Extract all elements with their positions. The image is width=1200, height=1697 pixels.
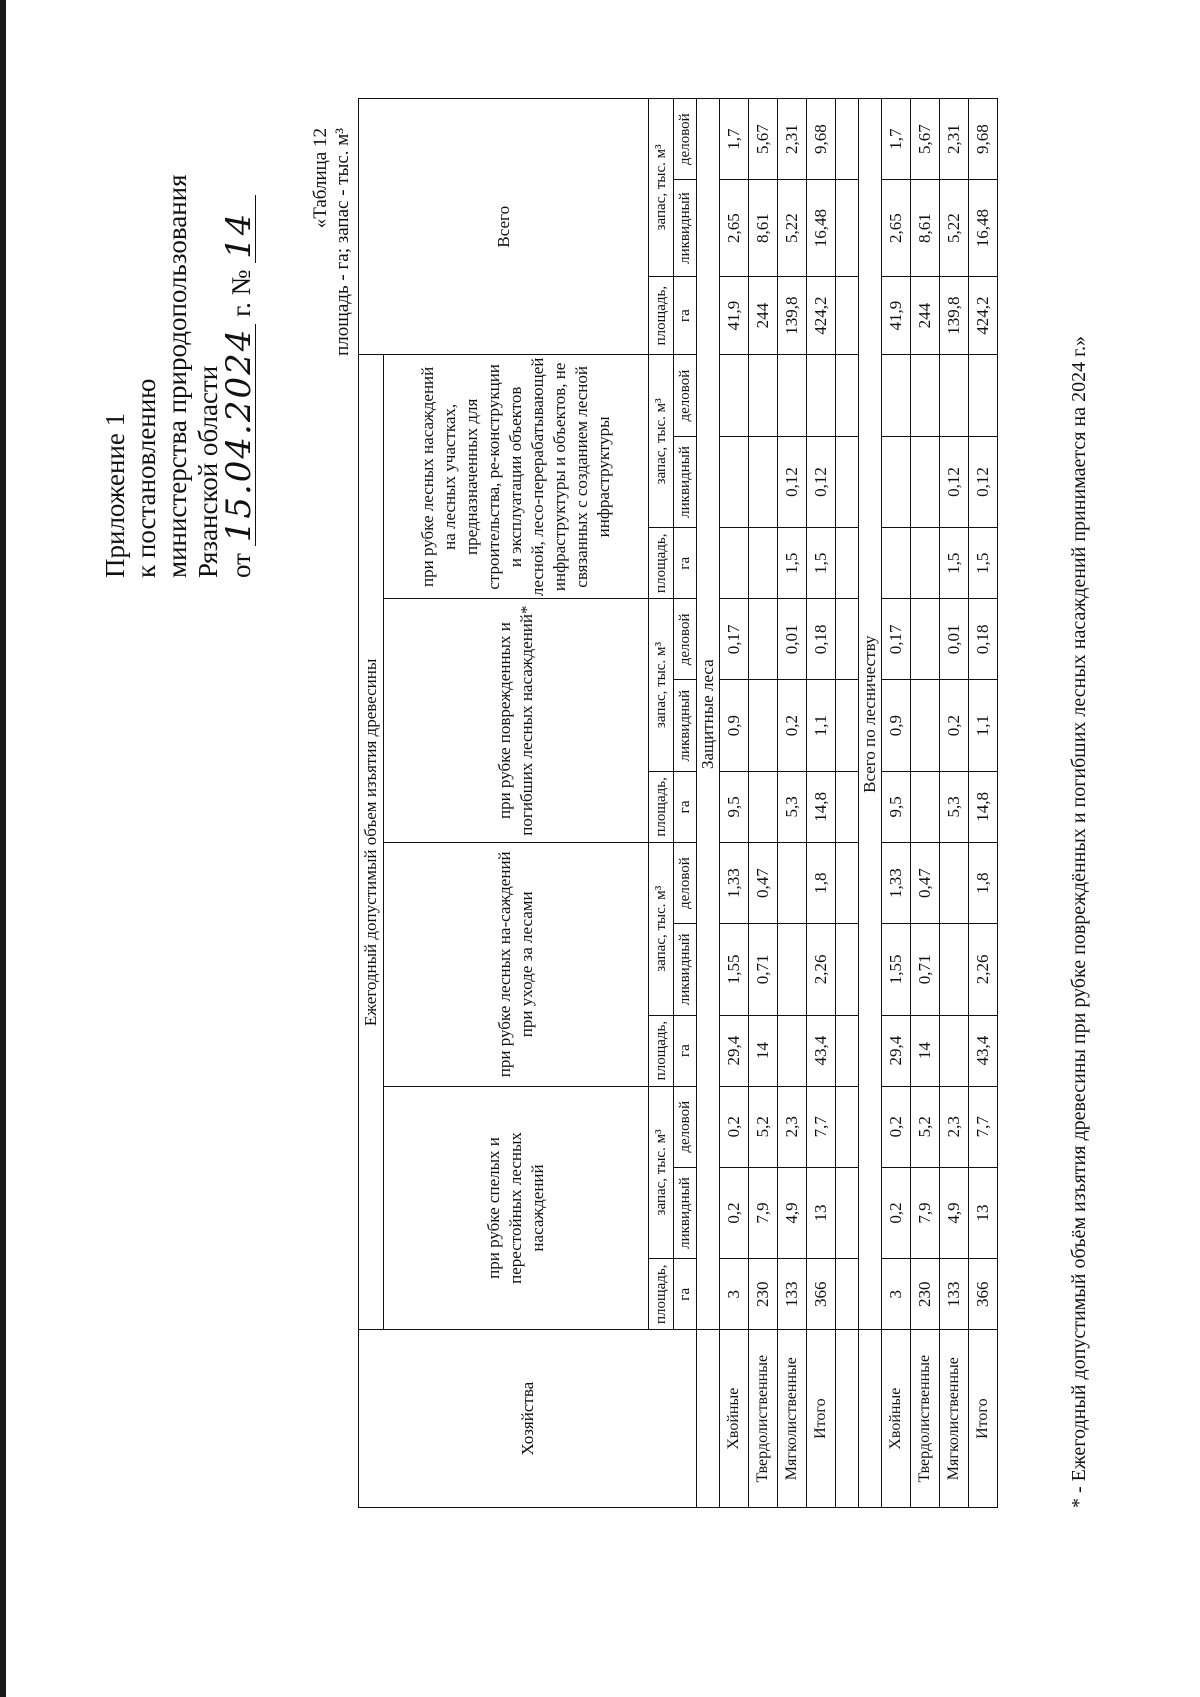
table-cell: 139,8: [940, 276, 969, 355]
table-cell: 41,9: [882, 276, 911, 355]
table-cell: [778, 355, 807, 436]
table-cell: 1,7: [882, 99, 911, 180]
spacer-cell: [836, 180, 859, 276]
table-cell: 0,2: [882, 1086, 911, 1167]
table-cell: 2,65: [882, 180, 911, 276]
table-cell: [749, 355, 778, 436]
table-cell: 2,26: [969, 924, 998, 1015]
table-cell: [720, 355, 749, 436]
table-cell: [778, 924, 807, 1015]
table-cell: 1,5: [969, 528, 998, 599]
table-cell: 5,2: [749, 1086, 778, 1167]
table-cell: 2,26: [807, 924, 836, 1015]
table-cell: 1,1: [807, 680, 836, 771]
table-cell: 133: [940, 1259, 969, 1330]
business-header-care: деловой: [674, 842, 697, 923]
table-cell: 1,33: [882, 842, 911, 923]
subheader-row-2: [674, 99, 697, 1508]
category-header-infrastructure: при рубке лесных насаждений на лесных участках, предназначенных для строительства, ре-конструкции и эксплуатации объектов лесной, лесо-перерабатывающей инфраструктуры и объектов, не связанных с созданием лесной инфраструктуры: [384, 355, 649, 599]
table-cell: [807, 355, 836, 436]
table-cell: [778, 842, 807, 923]
spacer-row: [836, 99, 859, 1508]
table-cell: [749, 436, 778, 527]
area-unit-header-care: га: [674, 1015, 697, 1086]
business-header-mature: деловой: [674, 1086, 697, 1167]
appendix-line-2: к постановлению: [131, 378, 161, 578]
handwritten-number: 14: [224, 195, 256, 263]
table-cell: 230: [911, 1259, 940, 1330]
table-cell: 14,8: [969, 771, 998, 842]
spacer-cell: [836, 1259, 859, 1330]
table-cell: 5,3: [778, 771, 807, 842]
table-cell: 1,5: [940, 528, 969, 599]
row-label: Хвойные: [882, 1330, 911, 1508]
spacer-cell: [836, 771, 859, 842]
table-cell: 0,71: [749, 924, 778, 1015]
table-cell: 9,68: [969, 99, 998, 180]
spacer-cell: [836, 1330, 859, 1508]
table-cell: 16,48: [807, 180, 836, 276]
table-row: [720, 99, 749, 1508]
business-header-infrastructure: деловой: [674, 355, 697, 436]
table-cell: 0,47: [911, 842, 940, 923]
table-cell: 139,8: [778, 276, 807, 355]
table-cell: 8,61: [749, 180, 778, 276]
table-cell: 424,2: [969, 276, 998, 355]
liquid-header-care: ликвидный: [674, 924, 697, 1015]
area-header-damaged: площадь,: [649, 771, 674, 842]
table-cell: 230: [749, 1259, 778, 1330]
business-header-damaged: деловой: [674, 599, 697, 680]
table-cell: [778, 1015, 807, 1086]
table-cell: 8,61: [911, 180, 940, 276]
table-cell: 1,55: [720, 924, 749, 1015]
table-cell: 0,12: [940, 436, 969, 527]
table-cell: 9,5: [882, 771, 911, 842]
table-cell: 7,7: [969, 1086, 998, 1167]
section-empty-cell: [697, 1330, 720, 1508]
table-cell: 14: [911, 1015, 940, 1086]
area-header-care: площадь,: [649, 1015, 674, 1086]
spacer-cell: [836, 355, 859, 436]
row-label: Итого: [807, 1330, 836, 1508]
table-cell: 0,17: [882, 599, 911, 680]
table-cell: 3: [720, 1259, 749, 1330]
table-cell: 5,67: [749, 99, 778, 180]
table-cell: 0,12: [807, 436, 836, 527]
table-cell: 5,22: [940, 180, 969, 276]
table-cell: [749, 771, 778, 842]
area-header-mature: площадь,: [649, 1259, 674, 1330]
table-cell: [969, 355, 998, 436]
table-cell: 0,17: [720, 599, 749, 680]
stock-header-infrastructure: запас, тыс. м³: [649, 355, 674, 528]
table-cell: 2,3: [940, 1086, 969, 1167]
table-cell: 1,55: [882, 924, 911, 1015]
table-cell: 0,18: [807, 599, 836, 680]
table-cell: 1,5: [807, 528, 836, 599]
spacer-cell: [836, 680, 859, 771]
subheader-row-1: [649, 99, 674, 1508]
table-cell: 2,31: [940, 99, 969, 180]
row-label: Мягколиственные: [778, 1330, 807, 1508]
table-cell: 1,7: [720, 99, 749, 180]
table-cell: 0,71: [911, 924, 940, 1015]
table-cell: 0,01: [778, 599, 807, 680]
category-header-mature: при рубке спелых и перестойных лесных насаждений: [384, 1086, 649, 1330]
table-cell: [882, 436, 911, 527]
table-cell: 14: [749, 1015, 778, 1086]
table-cell: 0,2: [882, 1167, 911, 1258]
spacer-cell: [836, 1015, 859, 1086]
table-cell: 366: [807, 1259, 836, 1330]
spacer-cell: [836, 842, 859, 923]
table-cell: [940, 924, 969, 1015]
table-row: [882, 99, 911, 1508]
table-cell: [911, 528, 940, 599]
table-cell: 41,9: [720, 276, 749, 355]
document-page: [100, 88, 1100, 1608]
table-cell: 0,18: [969, 599, 998, 680]
table-cell: [749, 528, 778, 599]
table-cell: 1,33: [720, 842, 749, 923]
table-cell: 366: [969, 1259, 998, 1330]
table-cell: 5,22: [778, 180, 807, 276]
row-label: Итого: [969, 1330, 998, 1508]
table-cell: [911, 680, 940, 771]
appendix-line-4: Рязанской области: [193, 365, 223, 578]
liquid-header-total: ликвидный: [674, 180, 697, 276]
table-cell: [720, 436, 749, 527]
harvest-volume-table: [358, 98, 998, 1508]
table-cell: [911, 771, 940, 842]
date-suffix: г. №: [226, 269, 256, 317]
area-header-infrastructure: площадь,: [649, 528, 674, 599]
table-cell: [911, 355, 940, 436]
table-cell: 0,47: [749, 842, 778, 923]
area-unit-header-infrastructure: га: [674, 528, 697, 599]
section-empty-cell: [859, 1330, 882, 1508]
liquid-header-infrastructure: ликвидный: [674, 436, 697, 527]
table-row: [940, 99, 969, 1508]
table-cell: 4,9: [940, 1167, 969, 1258]
liquid-header-mature: ликвидный: [674, 1167, 697, 1258]
table-cell: 5,67: [911, 99, 940, 180]
table-cell: 9,68: [807, 99, 836, 180]
table-cell: 5,2: [911, 1086, 940, 1167]
table-cell: [911, 599, 940, 680]
row-label: Мягколиственные: [940, 1330, 969, 1508]
table-cell: 244: [749, 276, 778, 355]
table-cell: 29,4: [882, 1015, 911, 1086]
table-cell: 0,2: [720, 1167, 749, 1258]
table-cell: [720, 528, 749, 599]
section-row: [697, 99, 720, 1508]
row-label: Твердолиственные: [749, 1330, 778, 1508]
stock-header-mature: запас, тыс. м³: [649, 1086, 674, 1259]
table-cell: 1,5: [778, 528, 807, 599]
date-prefix: от: [226, 553, 256, 578]
spacer-cell: [836, 1086, 859, 1167]
appendix-date-line: [219, 98, 259, 578]
table-row: [969, 99, 998, 1508]
appendix-line-3: министерства природопользования: [162, 174, 192, 578]
spacer-cell: [836, 1167, 859, 1258]
table-cell: [749, 680, 778, 771]
table-cell: 5,3: [940, 771, 969, 842]
table-units: площадь - га; запас - тыс. м³: [332, 128, 353, 356]
scan-edge: [0, 0, 6, 1697]
table-row: [749, 99, 778, 1508]
table-cell: [940, 1015, 969, 1086]
spacer-cell: [836, 924, 859, 1015]
area-unit-header-total: га: [674, 276, 697, 355]
category-header-care: при рубке лесных на-саждений при уходе за лесами: [384, 842, 649, 1086]
row-label: Хвойные: [720, 1330, 749, 1508]
table-cell: 43,4: [969, 1015, 998, 1086]
table-cell: 2,31: [778, 99, 807, 180]
table-cell: 29,4: [720, 1015, 749, 1086]
table-cell: 1,8: [969, 842, 998, 923]
table-cell: 0,12: [969, 436, 998, 527]
table-cell: [882, 355, 911, 436]
table-cell: [882, 528, 911, 599]
table-cell: 244: [911, 276, 940, 355]
table-row: [778, 99, 807, 1508]
spacer-cell: [836, 99, 859, 180]
table-caption: [310, 128, 354, 356]
farm-column-header: Хозяйства: [359, 1330, 697, 1508]
table-cell: [940, 842, 969, 923]
table-cell: 13: [807, 1167, 836, 1258]
table-cell: [940, 355, 969, 436]
table-number: «Таблица 12: [310, 128, 331, 229]
table-cell: 7,7: [807, 1086, 836, 1167]
table-cell: 2,65: [720, 180, 749, 276]
liquid-header-damaged: ликвидный: [674, 680, 697, 771]
stock-header-damaged: запас, тыс. м³: [649, 599, 674, 772]
table-cell: 43,4: [807, 1015, 836, 1086]
table-cell: 0,2: [720, 1086, 749, 1167]
table-cell: 4,9: [778, 1167, 807, 1258]
table-cell: 7,9: [749, 1167, 778, 1258]
section-title: Всего по лесничеству: [859, 99, 882, 1330]
table-cell: 1,1: [969, 680, 998, 771]
table-cell: 16,48: [969, 180, 998, 276]
table-cell: 0,2: [940, 680, 969, 771]
table-row: [911, 99, 940, 1508]
appendix-header: [100, 98, 257, 578]
business-header-total: деловой: [674, 99, 697, 180]
spacer-cell: [836, 276, 859, 355]
table-cell: [749, 599, 778, 680]
table-cell: 14,8: [807, 771, 836, 842]
area-header-total: площадь,: [649, 276, 674, 355]
table-cell: 133: [778, 1259, 807, 1330]
table-cell: 9,5: [720, 771, 749, 842]
table-cell: 7,9: [911, 1167, 940, 1258]
appendix-title: Приложение 1: [100, 412, 130, 578]
spacer-cell: [836, 599, 859, 680]
category-header-total: Всего: [359, 99, 649, 355]
group-header: Ежегодный допустимый объем изъятия древесины: [359, 355, 384, 1330]
row-label: Твердолиственные: [911, 1330, 940, 1508]
stock-header-care: запас, тыс. м³: [649, 842, 674, 1015]
table-cell: [911, 436, 940, 527]
table-cell: 0,9: [720, 680, 749, 771]
spacer-cell: [836, 528, 859, 599]
table-cell: 0,01: [940, 599, 969, 680]
table-cell: 1,8: [807, 842, 836, 923]
table-cell: 2,3: [778, 1086, 807, 1167]
footnote: * - Ежегодный допустимый объём изъятия древесины при рубке повреждённых и погибших лесных насаждений принимается на 2024 г.»: [1068, 335, 1090, 1508]
section-row: [859, 99, 882, 1508]
table-cell: 0,12: [778, 436, 807, 527]
section-title: Защитные леса: [697, 99, 720, 1330]
table-cell: 3: [882, 1259, 911, 1330]
category-header-damaged: при рубке поврежденных и погибших лесных насаждений*: [384, 599, 649, 843]
area-unit-header-mature: га: [674, 1259, 697, 1330]
stock-header-total: запас, тыс. м³: [649, 99, 674, 277]
table-body: [697, 99, 998, 1508]
table-cell: 13: [969, 1167, 998, 1258]
spacer-cell: [836, 436, 859, 527]
table-row: [807, 99, 836, 1508]
table-cell: 0,9: [882, 680, 911, 771]
handwritten-date: 15.04.2024: [224, 324, 256, 547]
table-cell: 0,2: [778, 680, 807, 771]
table-cell: 424,2: [807, 276, 836, 355]
area-unit-header-damaged: га: [674, 771, 697, 842]
